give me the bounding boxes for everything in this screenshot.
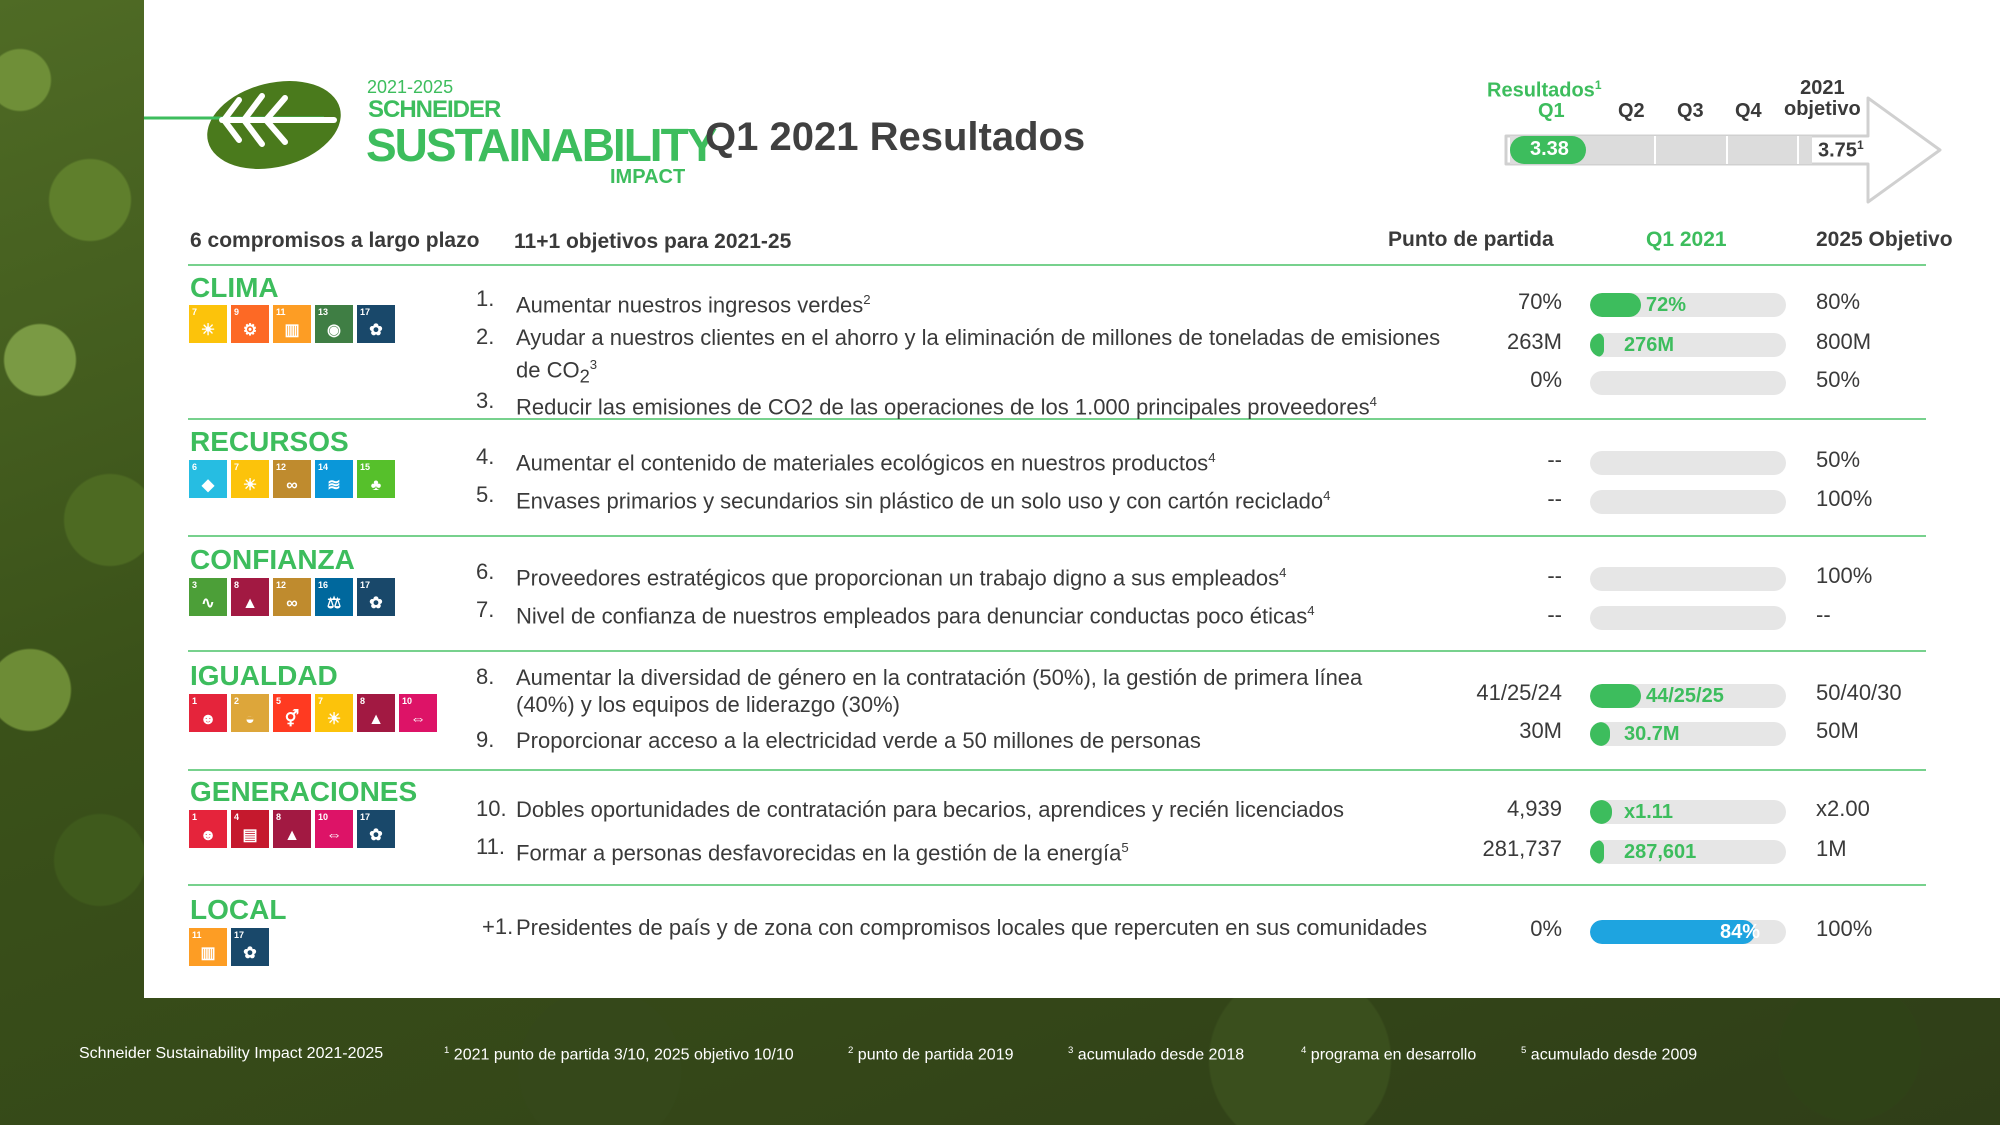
target-2025-value: 800M xyxy=(1816,329,1872,354)
sdg-growth-icon: 8 ▲ xyxy=(273,810,311,848)
objective-text: Dobles oportunidades de contratación para becarios, aprendices y recién licenciados xyxy=(516,797,1344,822)
leaf-logo xyxy=(144,78,354,173)
sdg-growth-icon: 8 ▲ xyxy=(357,694,395,732)
separator-2 xyxy=(188,535,1926,537)
footnote-ref: 4 xyxy=(1279,565,1287,580)
q1-progress-bar xyxy=(1590,800,1786,824)
category-igualdad: IGUALDAD xyxy=(190,660,338,691)
sdg-bowl-icon: 2 ◒ xyxy=(231,694,269,732)
starting-point-value: 263M xyxy=(1506,329,1562,354)
q1-value: 276M xyxy=(1624,334,1675,356)
sdg-growth-icon: 8 ▲ xyxy=(231,578,269,616)
q1-value: 72% xyxy=(1646,294,1687,316)
objective-number: 2. xyxy=(476,324,495,349)
sdg-people-icon: 1 ☻ xyxy=(189,810,227,848)
progress-q2-label: Q2 xyxy=(1618,100,1645,122)
target-2025-value: 80% xyxy=(1816,289,1861,314)
sdg-eye-icon: 13 ◉ xyxy=(315,305,353,343)
q1-progress-bar xyxy=(1590,567,1786,591)
objective-text: Aumentar nuestros ingresos verdes$^2$ xyxy=(516,292,871,318)
sdg-flower-icon: 17 ✿ xyxy=(357,305,395,343)
sdg-icons-recursos xyxy=(189,460,395,498)
starting-point-value: -- xyxy=(1547,447,1562,472)
starting-point-value: 70% xyxy=(1517,289,1562,314)
q1-progress-fill xyxy=(1590,333,1604,357)
sdg-tree-icon: 15 ♣ xyxy=(357,460,395,498)
sdg-sun-icon: 7 ☀ xyxy=(189,305,227,343)
sdg-flower-icon: 17 ✿ xyxy=(231,928,269,966)
footnote-ref: 4 xyxy=(1369,394,1377,409)
sdg-gender-icon: 5 ⚥ xyxy=(273,694,311,732)
sdg-cubes-icon: 9 ⚙ xyxy=(231,305,269,343)
objective-text: Formar a personas desfavorecidas en la gestión de la energía$^5$ xyxy=(516,840,1129,866)
sdg-fish-icon: 14 ≋ xyxy=(315,460,353,498)
progress-target-value: 3.75$^1$ xyxy=(1818,138,1864,162)
objective-number: 3. xyxy=(476,388,495,413)
category-local: LOCAL xyxy=(190,894,287,925)
q1-progress-bar xyxy=(1590,371,1786,395)
sdg-infinity-icon: 12 ∞ xyxy=(273,578,311,616)
objective-text: Ayudar a nuestros clientes en el ahorro y la eliminación de millones de toneladas de emisiones de $CO_2^3$ xyxy=(516,325,1441,387)
footer-source: Schneider Sustainability Impact 2021-2025 xyxy=(79,1045,384,1062)
sdg-icons-clima xyxy=(189,305,395,343)
target-2025-value: 50% xyxy=(1816,447,1861,472)
header-2025-target: 2025 Objetivo xyxy=(1816,228,1953,251)
progress-q1-label: Q1 xyxy=(1538,100,1565,122)
footer-note-2: $^2$ punto de partida 2019 xyxy=(848,1045,1014,1064)
q1-progress-bar xyxy=(1590,606,1786,630)
separator-header xyxy=(188,264,1926,266)
q1-progress-bar xyxy=(1590,451,1786,475)
target-2025-value: 50% xyxy=(1816,367,1861,392)
footer-note-1: $^1$ 2021 punto de partida 3/10, 2025 objetivo 10/10 xyxy=(444,1045,794,1064)
objective-number: 8. xyxy=(476,664,495,689)
header-objectives: 11+1 objetivos para 2021-25 xyxy=(514,230,792,253)
category-generaciones: GENERACIONES xyxy=(190,776,418,807)
sdg-equality-icon: 10 ⇔ xyxy=(315,810,353,848)
objective-text: Aumentar la diversidad de género en la contratación (50%), la gestión de primera línea (40%) y los equipos de liderazgo (30%) xyxy=(516,665,1363,717)
objective-text: Reducir las emisiones de CO2 de las operaciones de los 1.000 principales proveedores$^4$ xyxy=(516,394,1377,420)
page-title: Q1 2021 Resultados xyxy=(705,115,1086,159)
separator-3 xyxy=(188,650,1926,652)
sdg-sun-icon: 7 ☀ xyxy=(315,694,353,732)
brand-line2: SUSTAINABILITY xyxy=(366,119,716,171)
footnote-ref: 2 xyxy=(863,292,871,307)
objective-text: Aumentar el contenido de materiales ecológicos en nuestros productos$^4$ xyxy=(516,450,1216,476)
objective-number: 1. xyxy=(476,286,495,311)
objective-number: 11. xyxy=(476,834,505,859)
starting-point-value: 30M xyxy=(1519,718,1562,743)
progress-q1-value: 3.38 xyxy=(1530,138,1569,160)
objective-text: Proporcionar acceso a la electricidad verde a 50 millones de personas xyxy=(516,728,1201,753)
progress-q3-label: Q3 xyxy=(1677,100,1704,122)
q1-progress-bar xyxy=(1590,920,1786,944)
header-starting-point: Punto de partida xyxy=(1388,228,1554,251)
q1-progress-bar xyxy=(1590,333,1786,357)
starting-point-value: -- xyxy=(1547,602,1562,627)
starting-point-value: 4,939 xyxy=(1506,796,1562,821)
footer-note-4: $^4$ programa en desarrollo xyxy=(1301,1045,1477,1064)
sdg-city-icon: 11 ▥ xyxy=(189,928,227,966)
q1-value: 84% xyxy=(1719,921,1760,943)
starting-point-value: 0% xyxy=(1530,367,1562,392)
progress-q4-label: Q4 xyxy=(1735,100,1762,122)
category-clima: CLIMA xyxy=(190,272,279,303)
sdg-heartbeat-icon: 3 ∿ xyxy=(189,578,227,616)
q1-progress-bar xyxy=(1590,293,1786,317)
q1-progress-fill xyxy=(1590,293,1641,317)
q1-progress-bar xyxy=(1590,840,1786,864)
footnote-ref: 4 xyxy=(1307,603,1315,618)
target-2025-value: 50M xyxy=(1816,718,1859,743)
target-2025-value: 100% xyxy=(1816,916,1873,941)
q1-value: 287,601 xyxy=(1624,841,1697,863)
footnote-ref: 4 xyxy=(1323,488,1331,503)
objective-text: Presidentes de país y de zona con compromisos locales que repercuten en sus comunidades xyxy=(516,915,1428,940)
starting-point-value: -- xyxy=(1547,486,1562,511)
objective-number: 10. xyxy=(476,796,507,821)
header-commitments: 6 compromisos a largo plazo xyxy=(190,229,480,252)
objective-text: Proveedores estratégicos que proporcionan un trabajo digno a sus empleados$^4$ xyxy=(516,565,1287,591)
objective-text: Nivel de confianza de nuestros empleados para denunciar conductas poco éticas$^4$ xyxy=(516,603,1315,629)
sdg-sun-icon: 7 ☀ xyxy=(231,460,269,498)
starting-point-value: 41/25/24 xyxy=(1476,680,1562,705)
footer-note-5: $^5$ acumulado desde 2009 xyxy=(1521,1045,1698,1064)
objective-number: +1. xyxy=(482,914,514,939)
objective-text: Envases primarios y secundarios sin plástico de un solo uso y con cartón reciclado$^4$ xyxy=(516,488,1331,514)
objective-number: 6. xyxy=(476,559,495,584)
starting-point-value: -- xyxy=(1547,563,1562,588)
target-2025-value: x2.00 xyxy=(1816,796,1870,821)
sdg-equality-icon: 10 ⇔ xyxy=(399,694,437,732)
q1-progress-bar xyxy=(1590,490,1786,514)
sdg-people-icon: 1 ☻ xyxy=(189,694,227,732)
q1-value: 44/25/25 xyxy=(1646,685,1724,707)
target-2025-value: 1M xyxy=(1816,836,1847,861)
sdg-city-icon: 11 ▥ xyxy=(273,305,311,343)
footer-note-3: $^3$ acumulado desde 2018 xyxy=(1068,1045,1245,1064)
target-2025-value: 50/40/30 xyxy=(1816,680,1902,705)
sdg-flower-icon: 17 ✿ xyxy=(357,810,395,848)
starting-point-value: 0% xyxy=(1530,916,1562,941)
category-recursos: RECURSOS xyxy=(190,426,349,457)
target-2025-value: -- xyxy=(1816,602,1831,627)
q1-progress-fill xyxy=(1590,684,1641,708)
brand-line3: IMPACT xyxy=(610,166,686,188)
sdg-droplet-icon: 6 ◆ xyxy=(189,460,227,498)
sdg-infinity-icon: 12 ∞ xyxy=(273,460,311,498)
starting-point-value: 281,737 xyxy=(1482,836,1562,861)
q1-progress-fill xyxy=(1590,800,1612,824)
separator-4 xyxy=(188,769,1926,771)
sdg-icons-igualdad xyxy=(189,694,437,732)
sdg-icons-confianza xyxy=(189,578,395,616)
results-label: Resultados$^1$ xyxy=(1487,78,1602,102)
q1-value: 30.7M xyxy=(1624,723,1680,745)
sdg-flower-icon: 17 ✿ xyxy=(357,578,395,616)
category-confianza: CONFIANZA xyxy=(190,544,355,575)
q1-progress-bar xyxy=(1590,722,1786,746)
objective-number: 5. xyxy=(476,482,495,507)
footnote-ref: 5 xyxy=(1121,840,1129,855)
target-2025-value: 100% xyxy=(1816,563,1873,588)
sdg-icons-local xyxy=(189,928,269,966)
sdg-icons-generaciones xyxy=(189,810,395,848)
separator-5 xyxy=(188,884,1926,886)
objective-number: 9. xyxy=(476,727,495,752)
objective-number: 4. xyxy=(476,444,495,469)
header-q1-2021: Q1 2021 xyxy=(1646,228,1727,251)
q1-value: x1.11 xyxy=(1624,801,1673,823)
footnote-ref: 3 xyxy=(589,357,598,372)
sdg-dove-icon: 16 ⚖ xyxy=(315,578,353,616)
q1-progress-fill xyxy=(1590,840,1604,864)
brand-years: 2021-2025 xyxy=(367,77,454,97)
sdg-book-icon: 4 ▤ xyxy=(231,810,269,848)
target-2025-value: 100% xyxy=(1816,486,1873,511)
q1-progress-fill xyxy=(1590,722,1610,746)
q1-progress-bar xyxy=(1590,684,1786,708)
progress-target-label: 2021 objetivo xyxy=(1784,77,1861,120)
objective-number: 7. xyxy=(476,597,495,622)
footnote-ref: 4 xyxy=(1208,450,1216,465)
brand-line1: SCHNEIDER xyxy=(368,96,501,123)
